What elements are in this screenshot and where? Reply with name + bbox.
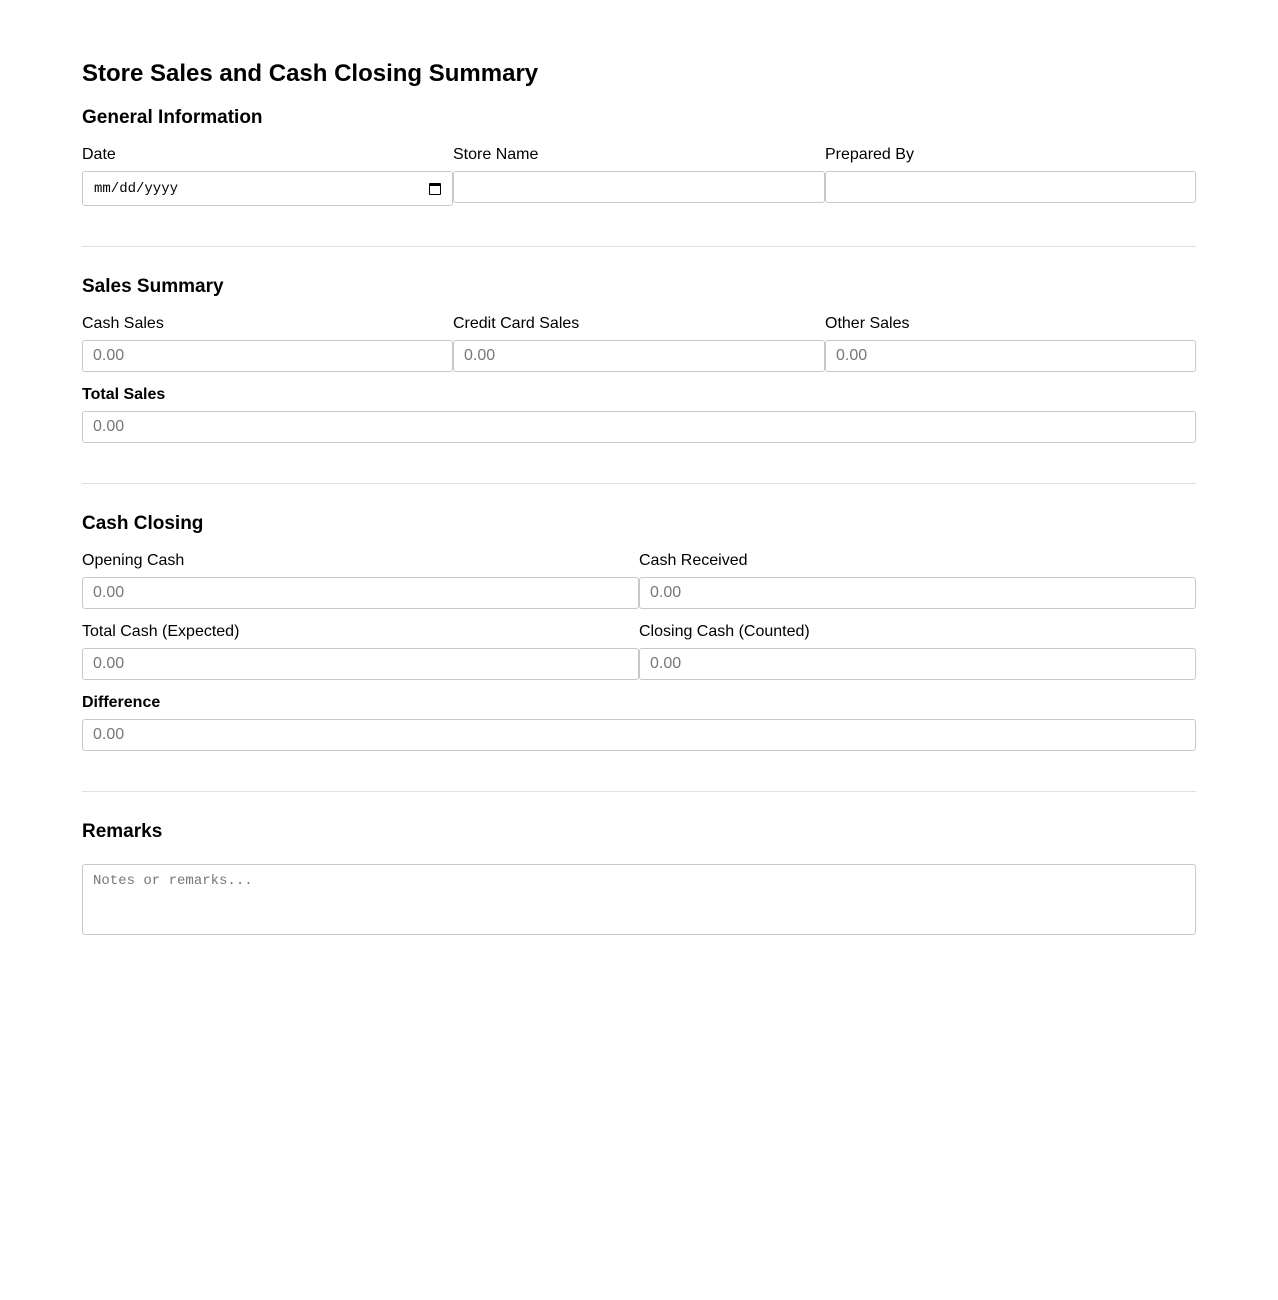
section-heading-cash: Cash Closing bbox=[82, 513, 204, 534]
general-information-section bbox=[82, 106, 1196, 206]
difference-field bbox=[82, 693, 1196, 751]
total-sales-label: Total Sales bbox=[82, 386, 166, 403]
closing-cash-input[interactable] bbox=[639, 648, 1196, 680]
page-title: Store Sales and Cash Closing Summary bbox=[82, 60, 539, 87]
closing-cash-label: Closing Cash (Counted) bbox=[639, 623, 810, 640]
remarks-section bbox=[82, 820, 1196, 935]
remarks-textarea[interactable] bbox=[82, 864, 1196, 935]
credit-card-sales-label: Credit Card Sales bbox=[453, 315, 580, 332]
cash-received-input[interactable] bbox=[639, 577, 1196, 609]
opening-cash-input[interactable] bbox=[82, 577, 639, 609]
cash-closing-section bbox=[82, 512, 1196, 751]
date-placeholder: mm/dd/yyyy bbox=[94, 180, 179, 197]
total-cash-input[interactable] bbox=[82, 648, 639, 680]
total-sales-input[interactable] bbox=[82, 411, 1196, 443]
other-sales-input[interactable] bbox=[825, 340, 1196, 372]
store-name-input[interactable] bbox=[453, 171, 825, 203]
date-input[interactable] bbox=[82, 171, 453, 206]
cash-received-field bbox=[639, 551, 1196, 609]
total-cash-label: Total Cash (Expected) bbox=[82, 623, 240, 640]
section-heading-remarks: Remarks bbox=[82, 821, 163, 842]
credit-card-sales-input[interactable] bbox=[453, 340, 825, 372]
section-divider bbox=[82, 246, 1196, 247]
date-field bbox=[82, 145, 453, 206]
opening-cash-field bbox=[82, 551, 639, 609]
total-sales-field bbox=[82, 385, 1196, 443]
cash-received-label: Cash Received bbox=[639, 552, 748, 569]
section-divider bbox=[82, 791, 1196, 792]
total-cash-field bbox=[82, 622, 639, 680]
store-name-label: Store Name bbox=[453, 146, 539, 163]
store-name-field bbox=[453, 145, 825, 206]
calendar-icon[interactable] bbox=[429, 182, 441, 195]
sales-summary-section bbox=[82, 275, 1196, 443]
section-divider bbox=[82, 483, 1196, 484]
cash-sales-input[interactable] bbox=[82, 340, 453, 372]
section-heading-sales: Sales Summary bbox=[82, 276, 224, 297]
form-container bbox=[82, 58, 1196, 935]
cash-sales-field bbox=[82, 314, 453, 372]
closing-cash-field bbox=[639, 622, 1196, 680]
other-sales-field bbox=[825, 314, 1196, 372]
cash-sales-label: Cash Sales bbox=[82, 315, 164, 332]
prepared-by-input[interactable] bbox=[825, 171, 1196, 203]
other-sales-label: Other Sales bbox=[825, 315, 910, 332]
section-heading-general: General Information bbox=[82, 107, 263, 128]
credit-card-sales-field bbox=[453, 314, 825, 372]
prepared-by-field bbox=[825, 145, 1196, 206]
date-label: Date bbox=[82, 146, 116, 163]
prepared-by-label: Prepared By bbox=[825, 146, 914, 163]
difference-input[interactable] bbox=[82, 719, 1196, 751]
difference-label: Difference bbox=[82, 694, 161, 711]
opening-cash-label: Opening Cash bbox=[82, 552, 185, 569]
